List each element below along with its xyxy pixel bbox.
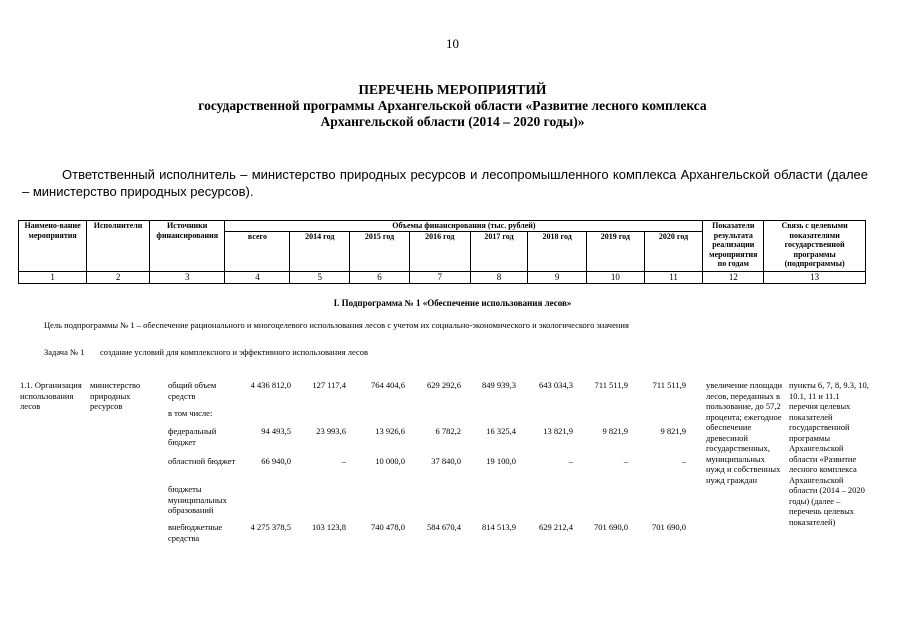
column-number: 5 <box>290 271 350 283</box>
value-cell: 9 821,9 <box>602 426 628 436</box>
value-cell: 66 940,0 <box>261 456 291 466</box>
value-cell: 701 690,0 <box>594 522 628 532</box>
column-number: 9 <box>528 271 587 283</box>
source-municipal: бюджеты муниципальных образований <box>168 484 227 515</box>
header-name: Наимено-вание мероприятия <box>19 221 87 272</box>
activity-indicator: увеличение площади лесов, переданных в пользование, до 57,2 процента; ежегодное обеспечение древесиной государственных, муниципальных нужд и собственных нужд граждан <box>706 380 783 485</box>
column-number: 4 <box>225 271 290 283</box>
column-number: 10 <box>587 271 645 283</box>
value-cell: 94 493,5 <box>261 426 291 436</box>
page-number: 10 <box>446 36 459 51</box>
value-cell: 814 513,9 <box>482 522 516 532</box>
source-federal: федеральный бюджет <box>168 426 217 447</box>
header-year: 2020 год <box>644 231 703 271</box>
value-cell: 37 840,0 <box>431 456 461 466</box>
task-label: Задача № 1 <box>44 347 85 357</box>
activity-executor: министерство природных ресурсов <box>90 380 141 411</box>
value-cell: 10 000,0 <box>375 456 405 466</box>
goal-text: Цель подпрограммы № 1 – обеспечение рационального и многоцелевого использования лесов с учетом их социально-экономического и экологического значения <box>44 320 629 330</box>
activity-link: пункты 6, 7, 8, 9.3, 10, 10.1, 11 и 11.1 перечня целевых показателей государственной программы Архангельской области «Развитие лесного комплекса Архангельской области (2014 – 2020 годы) (далее – перечень целевых показателей) <box>789 380 869 527</box>
value-cell: 629 292,6 <box>427 380 461 390</box>
document-title: ПЕРЕЧЕНЬ МЕРОПРИЯТИЙ <box>358 82 547 97</box>
source-extrabudget: внебюджетные средства <box>168 522 223 543</box>
value-cell: 127 117,4 <box>312 380 346 390</box>
header-year: 2015 год <box>350 231 410 271</box>
source-total: общий объем средств <box>168 380 217 401</box>
header-year: 2016 год <box>409 231 470 271</box>
value-cell: 9 821,9 <box>660 426 686 436</box>
value-cell: 711 511,9 <box>652 380 686 390</box>
value-cell: 629 212,4 <box>539 522 573 532</box>
column-number: 8 <box>470 271 528 283</box>
header-year: 2018 год <box>528 231 587 271</box>
source-including: в том числе: <box>168 408 213 418</box>
value-cell: 19 100,0 <box>486 456 516 466</box>
value-cell: 103 123,8 <box>312 522 346 532</box>
value-cell: 6 782,2 <box>435 426 461 436</box>
column-number: 12 <box>703 271 764 283</box>
header-year: 2017 год <box>470 231 528 271</box>
value-cell: – <box>568 456 573 466</box>
value-cell: 711 511,9 <box>594 380 628 390</box>
column-number: 1 <box>19 271 87 283</box>
document-subtitle-line2: Архангельской области (2014 – 2020 годы)» <box>320 114 585 129</box>
column-number: 2 <box>87 271 150 283</box>
source-regional: областной бюджет <box>168 456 236 466</box>
header-executors: Исполнители <box>87 221 150 272</box>
activity-name: 1.1. Организация использования лесов <box>20 380 82 411</box>
column-number: 13 <box>764 271 866 283</box>
value-cell: – <box>681 456 686 466</box>
header-indicators: Показатели результата реализации мероприятия по годам <box>703 221 764 272</box>
column-number: 6 <box>350 271 410 283</box>
value-cell: 23 993,6 <box>316 426 346 436</box>
table-header <box>18 220 866 284</box>
document-subtitle-line1: государственной программы Архангельской области «Развитие лесного комплекса <box>198 98 707 113</box>
intro-paragraph: Ответственный исполнитель – министерство природных ресурсов и лесопромышленного комплекса Архангельской области (далее – министерство природных ресурсов). <box>22 167 868 199</box>
column-number: 7 <box>409 271 470 283</box>
value-cell: 584 670,4 <box>427 522 461 532</box>
value-cell: 701 690,0 <box>652 522 686 532</box>
value-cell: 643 034,3 <box>539 380 573 390</box>
value-cell: – <box>341 456 346 466</box>
value-cell: 13 821,9 <box>543 426 573 436</box>
header-sources: Источники финансирования <box>150 221 225 272</box>
header-total: всего <box>225 231 290 271</box>
value-cell: 13 926,6 <box>375 426 405 436</box>
column-number: 11 <box>644 271 703 283</box>
header-link: Связь с целевыми показателями государственной программы (подпрограммы) <box>764 221 866 272</box>
value-cell: 764 404,6 <box>371 380 405 390</box>
column-number: 3 <box>150 271 225 283</box>
value-cell: 4 436 812,0 <box>250 380 291 390</box>
value-cell: 740 478,0 <box>371 522 405 532</box>
subprogram-title: I. Подпрограмма № 1 «Обеспечение использования лесов» <box>333 298 572 308</box>
header-year: 2014 год <box>290 231 350 271</box>
header-year: 2019 год <box>587 231 645 271</box>
value-cell: – <box>623 456 628 466</box>
value-cell: 4 275 378,5 <box>250 522 291 532</box>
task-text: создание условий для комплексного и эффективного использования лесов <box>100 347 369 357</box>
header-volumes: Объемы финансирования (тыс. рублей) <box>225 221 703 232</box>
value-cell: 16 325,4 <box>486 426 516 436</box>
value-cell: 849 939,3 <box>482 380 516 390</box>
